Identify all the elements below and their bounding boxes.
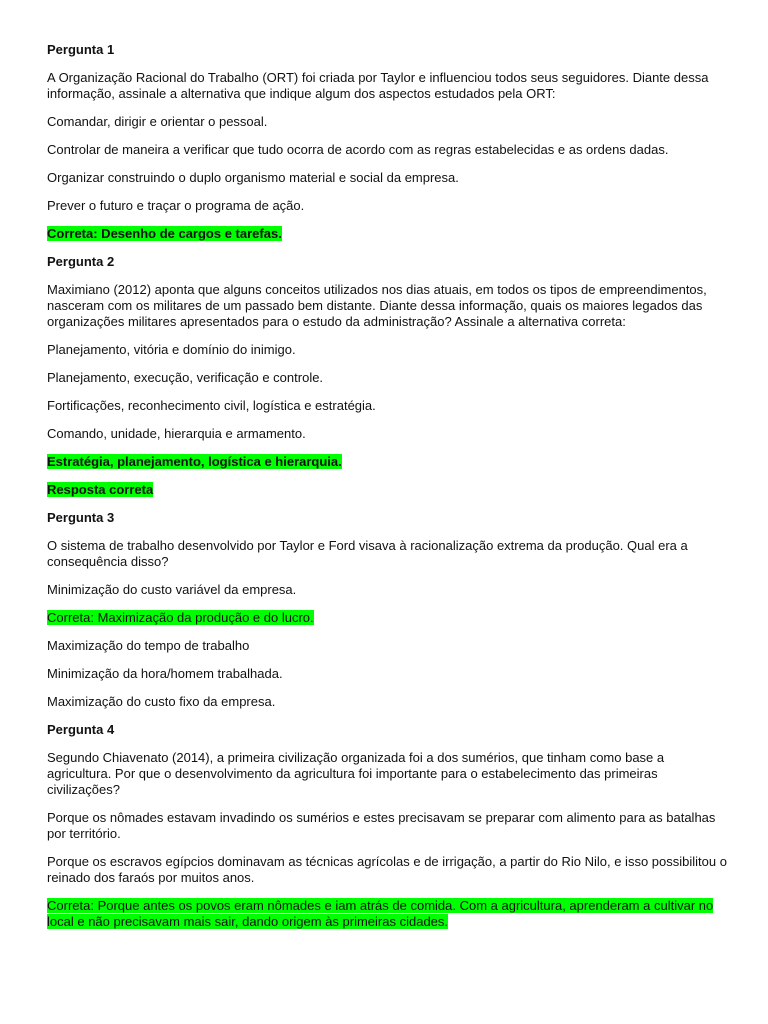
question-2-option-2: Planejamento, execução, verificação e controle.	[47, 370, 324, 385]
highlighted-answer: Correta: Porque antes os povos eram nômades e iam atrás de comida. Com a agricultura, aprenderam a cultivar no local e não precisavam mais sair, dando origem às primeiras cidades.	[47, 898, 714, 929]
question-2-correct-answer	[47, 454, 727, 470]
question-3-title: Pergunta 3	[47, 510, 115, 525]
question-4-option-2: Porque os escravos egípcios dominavam as técnicas agrícolas e de irrigação, a partir do Rio Nilo, e isso possibilitou o reinado dos faraós por muitos anos.	[47, 854, 727, 885]
question-3-correct-answer	[47, 610, 727, 626]
question-4-option-1: Porque os nômades estavam invadindo os sumérios e estes precisavam se preparar com alimento para as batalhas por território.	[47, 810, 716, 841]
question-1-option-2: Controlar de maneira a verificar que tudo ocorra de acordo com as regras estabelecidas e as ordens dadas.	[47, 142, 669, 157]
question-2-statement: Maximiano (2012) aponta que alguns conceitos utilizados nos dias atuais, em todos os tipos de empreendimentos, nasceram com os militares de um passado bem distante. Diante dessa informação, quais os maiores legados das organizações militares apresentados para o estudo da administração? Assinale a alternativa correta:	[47, 282, 707, 329]
document-page	[47, 42, 727, 942]
highlighted-label: Resposta correta	[47, 482, 154, 497]
highlighted-answer: Correta: Maximização da produção e do lucro.	[47, 610, 314, 625]
question-1-option-1: Comandar, dirigir e orientar o pessoal.	[47, 114, 268, 129]
question-2-option-4: Comando, unidade, hierarquia e armamento.	[47, 426, 306, 441]
question-2-option-1: Planejamento, vitória e domínio do inimigo.	[47, 342, 296, 357]
highlighted-answer: Estratégia, planejamento, logística e hierarquia.	[47, 454, 342, 469]
question-2-title: Pergunta 2	[47, 254, 115, 269]
question-3-option-5: Maximização do custo fixo da empresa.	[47, 694, 276, 709]
question-2-option-3: Fortificações, reconhecimento civil, logística e estratégia.	[47, 398, 376, 413]
question-1-option-3: Organizar construindo o duplo organismo material e social da empresa.	[47, 170, 459, 185]
highlighted-answer: Correta: Desenho de cargos e tarefas.	[47, 226, 282, 241]
question-4-correct-answer	[47, 898, 727, 930]
question-4-statement: Segundo Chiavenato (2014), a primeira civilização organizada foi a dos sumérios, que tinham como base a agricultura. Por que o desenvolvimento da agricultura foi importante para o estabelecimento das primeiras civilizações?	[47, 750, 665, 797]
question-1-option-4: Prever o futuro e traçar o programa de ação.	[47, 198, 305, 213]
question-2-correct-label	[47, 482, 727, 498]
question-3-statement: O sistema de trabalho desenvolvido por Taylor e Ford visava à racionalização extrema da produção. Qual era a consequência disso?	[47, 538, 688, 569]
question-3-option-4: Minimização da hora/homem trabalhada.	[47, 666, 283, 681]
question-4-title: Pergunta 4	[47, 722, 115, 737]
question-1-title: Pergunta 1	[47, 42, 115, 57]
question-3-option-1: Minimização do custo variável da empresa.	[47, 582, 297, 597]
question-1-statement: A Organização Racional do Trabalho (ORT) foi criada por Taylor e influenciou todos seus seguidores. Diante dessa informação, assinale a alternativa que indique algum dos aspectos estudados pela ORT:	[47, 70, 709, 101]
question-1-correct-answer	[47, 226, 727, 242]
question-3-option-3: Maximização do tempo de trabalho	[47, 638, 250, 653]
